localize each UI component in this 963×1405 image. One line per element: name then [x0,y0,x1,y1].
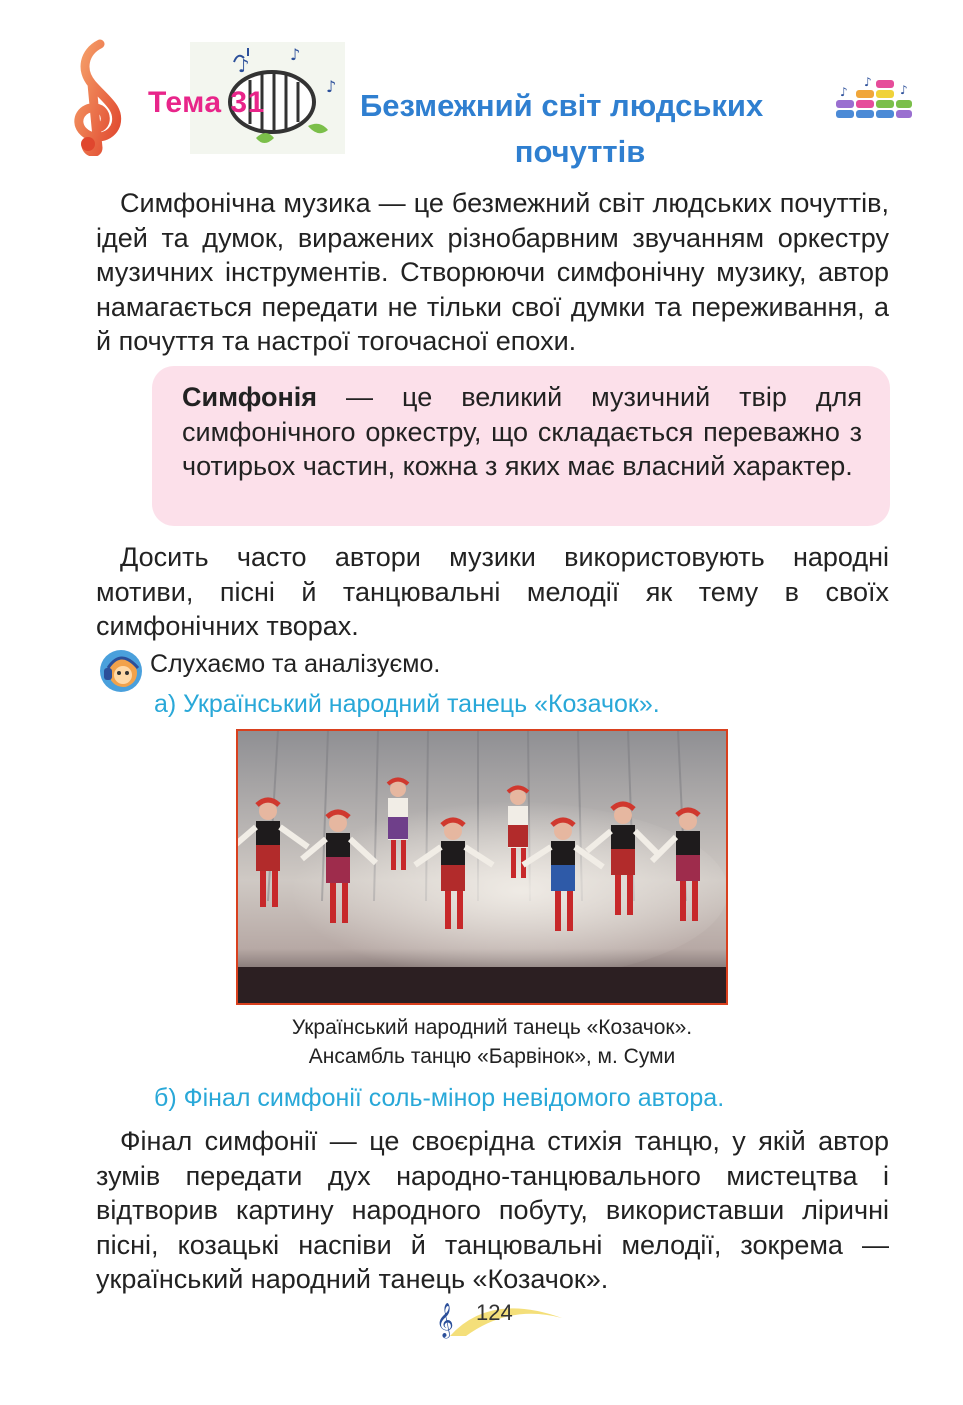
svg-text:♪: ♪ [326,77,337,96]
definition-body: — це великий музичний твір для симфонічного оркестру, що складається переважно з чотирьох частин, кожна з яких має власний характер. [182,382,862,481]
folk-paragraph: Досить часто автори музики використовують народні мотиви, пісні й танцювальні мелодії як тему в своїх симфонічних творах. [96,542,889,641]
dance-photo [236,729,728,1005]
finale-paragraph: Фінал симфонії — це своєрідна стихія танцю, у якій автор зумів передати дух народно-танцювального мистецтва і відтворив картину народного побуту, використавши ліричні пісні, козацькі наспіви й танцювальні мелодії, зокрема — український народний танець «Козачок». [96,1126,889,1294]
dance-photo-illustration [238,731,726,1003]
svg-text:♪: ♪ [840,85,848,99]
page-number: 124 [476,1300,513,1325]
definition-text [182,380,862,484]
topic-label: Тема 31 [148,86,265,119]
definition-term: Симфонія [182,382,318,412]
svg-text:♪: ♪ [900,83,908,97]
svg-text:♪: ♪ [238,56,250,77]
intro-paragraph: Симфонічна музика — це безмежний світ людських почуттів, ідей та думок, виражених різнобарвним звучанням оркестру музичних інструментів. Створюючи симфонічну музику, автор намагається передати не тільки свої думки та переживання, а й почуття та настрої тогочасної епохи. [96,188,889,356]
svg-text:♪: ♪ [290,45,301,64]
listening-item-a: а) Український народний танець «Козачок». [154,690,660,718]
svg-text:♪: ♪ [864,75,872,89]
svg-text:𝄞: 𝄞 [436,1303,454,1338]
page-title-line-2: почуттів [514,134,646,169]
listening-item-b: б) Фінал симфонії соль-мінор невідомого автора. [154,1084,725,1112]
headphones-mascot-icon [98,648,144,694]
photo-caption-line-2: Ансамбль танцю «Барвінок», м. Суми [308,1045,676,1068]
music-stack-icon [834,72,914,128]
listening-instruction: Слухаємо та аналізуємо. [150,650,441,678]
page-title-line-1: Безмежний світ людських [360,88,764,123]
photo-caption-line-1: Український народний танець «Козачок». [291,1016,693,1039]
